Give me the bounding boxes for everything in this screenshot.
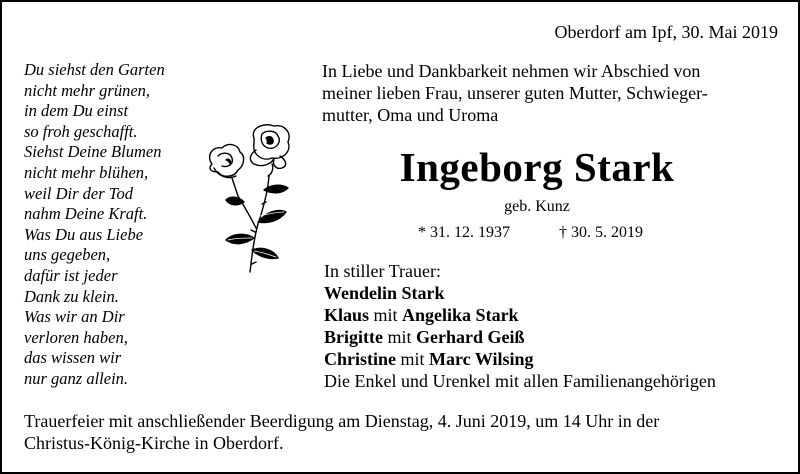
mourner-connector: mit — [387, 327, 412, 347]
mourners-closing: Die Enkel und Urenkel mit allen Familienangehörigen — [324, 371, 716, 391]
poem-line: verloren haben, — [24, 327, 128, 347]
poem-line: weil Dir der Tod — [24, 183, 133, 203]
intro-text — [322, 60, 792, 126]
poem-line: nur ganz allein. — [24, 368, 129, 388]
poem-line: nahm Deine Kraft. — [24, 204, 148, 224]
poem-line: in dem Du einst — [24, 101, 129, 121]
poem-line: Dank zu klein. — [24, 286, 119, 306]
place-date: Oberdorf am Ipf, 30. Mai 2019 — [554, 22, 778, 42]
poem-line: das wissen wir — [24, 348, 122, 368]
mourner-line — [324, 326, 716, 348]
birth-date: * 31. 12. 1937 — [418, 224, 510, 241]
mourner-name: Wendelin Stark — [324, 283, 445, 303]
mourner-name: Brigitte — [324, 327, 383, 347]
poem-line: so froh geschafft. — [24, 121, 138, 141]
mourner-line — [324, 348, 716, 370]
intro-line: meiner lieben Frau, unserer guten Mutter, Schwieger- — [322, 83, 708, 103]
mourner-partner: Gerhard Geiß — [416, 327, 525, 347]
mourners-list — [324, 260, 716, 392]
mourner-connector: mit — [373, 305, 398, 325]
mourners-heading: In stiller Trauer: — [324, 261, 441, 281]
mourner-partner: Marc Wilsing — [429, 349, 534, 369]
maiden-name: geb. Kunz — [504, 198, 570, 215]
mourner-line — [324, 304, 716, 326]
poem-line: Siehst Deine Blumen — [24, 142, 162, 162]
deceased-name: Ingeborg Stark — [399, 144, 675, 190]
funeral-line: Trauerfeier mit anschließender Beerdigung am Dienstag, 4. Juni 2019, um 14 Uhr in der — [24, 411, 660, 431]
poem-line: nicht mehr grünen, — [24, 80, 151, 100]
poem — [24, 60, 204, 390]
funeral-info — [24, 410, 784, 454]
intro-line: mutter, Oma und Uroma — [322, 105, 499, 125]
intro-line: In Liebe und Dankbarkeit nehmen wir Abschied von — [322, 61, 701, 81]
mourner-line — [324, 282, 716, 304]
death-date: † 30. 5. 2019 — [559, 224, 643, 241]
mourner-name: Klaus — [324, 305, 370, 325]
poem-line: Was Du aus Liebe — [24, 224, 144, 244]
poem-line: Du siehst den Garten — [24, 60, 165, 79]
poem-line: Was wir an Dir — [24, 307, 125, 327]
mourner-connector: mit — [400, 349, 425, 369]
funeral-line: Christus-König-Kirche in Oberdorf. — [24, 433, 284, 453]
mourner-name: Christine — [324, 349, 396, 369]
poem-line: dafür ist jeder — [24, 265, 118, 285]
mourner-partner: Angelika Stark — [402, 305, 519, 325]
rose-drawing-icon — [192, 120, 312, 280]
poem-line: nicht mehr blühen, — [24, 162, 149, 182]
poem-line: uns gegeben, — [24, 245, 111, 265]
